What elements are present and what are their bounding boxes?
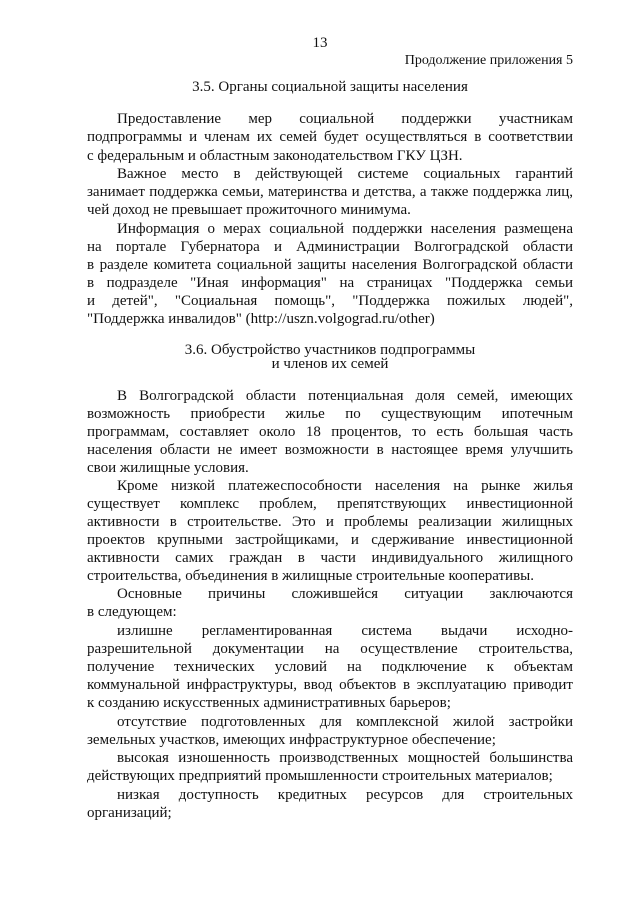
- paragraph-line: на портале Губернатора и Администрации Волгоградской области: [87, 239, 573, 255]
- paragraph-line: излишне регламентированная система выдачи исходно-: [117, 623, 573, 639]
- page-number: 13: [312, 35, 328, 51]
- paragraph-line: действующих предприятий промышленности строительных материалов;: [87, 768, 553, 784]
- paragraph-line: высокая изношенность производственных мощностей большинства: [117, 750, 573, 766]
- paragraph-line: коммунальной инфраструктуры, ввод объектов в эксплуатацию приводит: [87, 677, 573, 693]
- section-title-3-6-line-2: и членов их семей: [271, 356, 389, 372]
- paragraph-line: разрешительной документации на осуществление строительства,: [87, 641, 573, 657]
- paragraph-line: в разделе комитета социальной защиты населения Волгоградской области: [87, 257, 573, 273]
- paragraph-line: чей доход не превышает прожиточного минимума.: [87, 202, 411, 218]
- paragraph-line: активности в строительстве. Это и проблемы реализации жилищных: [87, 514, 573, 530]
- paragraph-line: "Поддержка инвалидов" (http://uszn.volgograd.ru/other): [87, 311, 435, 327]
- section-title-3-5: 3.5. Органы социальной защиты населения: [192, 79, 468, 95]
- header-note: Продолжение приложения 5: [404, 53, 573, 68]
- paragraph-line: Предоставление мер социальной поддержки участникам: [117, 111, 573, 127]
- paragraph-line: земельных участков, имеющих инфраструктурное обеспечение;: [87, 732, 496, 748]
- paragraph-line: подпрограммы и членам их семей будет осуществляться в соответствии: [87, 129, 573, 145]
- paragraph-line: Информация о мерах социальной поддержки населения размещена: [117, 221, 573, 237]
- section-title-3-6: 3.6. Обустройство участников подпрограммы: [184, 342, 476, 358]
- paragraph-line: проектов крупными застройщиками, и сдерживание инвестиционной: [87, 532, 573, 548]
- paragraph-line: к созданию искусственных административных барьеров;: [87, 695, 451, 711]
- paragraph-line: строительства, объединения в жилищные строительные кооперативы.: [87, 568, 534, 584]
- paragraph-line: Основные причины сложившейся ситуации заключаются: [117, 586, 573, 602]
- paragraph-line: Важное место в действующей системе социальных гарантий: [117, 166, 573, 182]
- paragraph-line: Кроме низкой платежеспособности населения на рынке жилья: [117, 478, 573, 494]
- paragraph-line: низкая доступность кредитных ресурсов для строительных: [117, 787, 573, 803]
- paragraph-line: отсутствие подготовленных для комплексной жилой застройки: [117, 714, 573, 730]
- paragraph-line: с федеральным и областным законодательством ГКУ ЦЗН.: [87, 148, 463, 164]
- paragraph-line: в следующем:: [87, 604, 177, 620]
- paragraph-line: активности самих граждан в части индивидуального жилищного: [87, 550, 573, 566]
- paragraph-line: в подразделе "Иная информация" на страницах "Поддержка семьи: [87, 275, 573, 291]
- paragraph-line: организаций;: [87, 805, 172, 821]
- paragraph-line: программам, составляет около 18 процентов, то есть большая часть: [87, 424, 573, 440]
- paragraph-line: существует комплекс проблем, препятствующих инвестиционной: [87, 496, 573, 512]
- paragraph-line: населения области не имеет возможности в настоящее время улучшить: [87, 442, 573, 458]
- paragraph-line: получение технических условий на подключение к объектам: [87, 659, 573, 675]
- paragraph-line: В Волгоградской области потенциальная доля семей, имеющих: [117, 388, 573, 404]
- paragraph-line: возможность приобрести жилье по существующим ипотечным: [87, 406, 573, 422]
- paragraph-line: свои жилищные условия.: [87, 460, 249, 476]
- paragraph-line: занимает поддержка семьи, материнства и детства, а также поддержка лиц,: [87, 184, 573, 200]
- paragraph-line: и детей", "Социальная помощь", "Поддержка пожилых людей",: [87, 293, 573, 309]
